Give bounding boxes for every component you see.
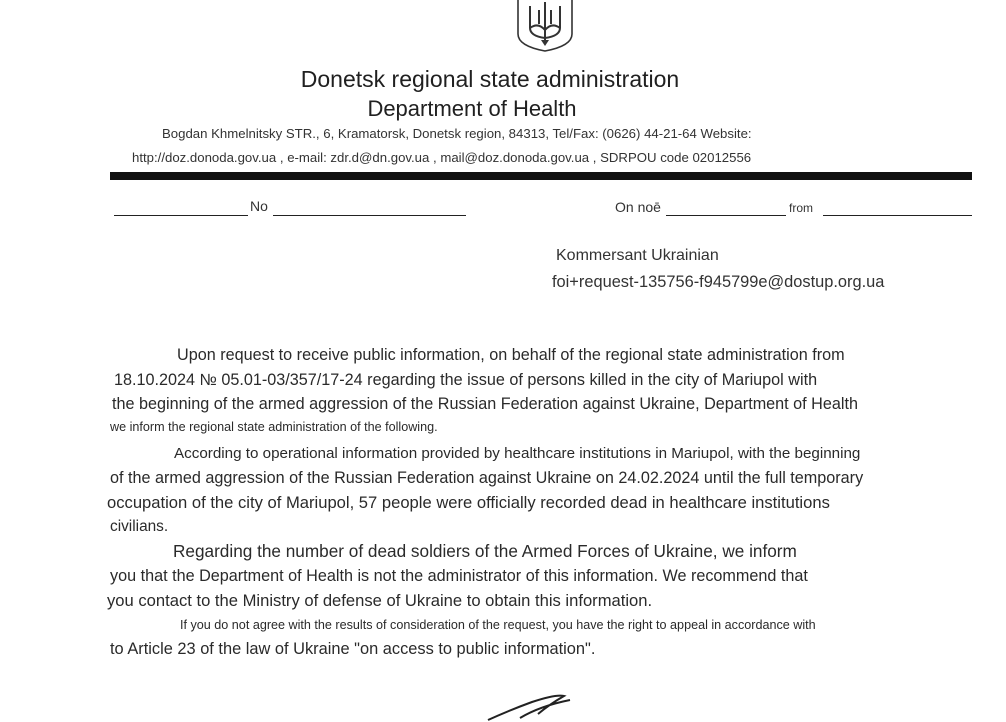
recipient-email: foi+request-135756-f945799e@dostup.org.ua [552, 273, 885, 291]
body-p3-line2: you that the Department of Health is not the administrator of this information. We recommend that [110, 567, 808, 585]
body-p4-line2: to Article 23 of the law of Ukraine "on access to public information". [110, 640, 596, 658]
no-underline-2 [273, 215, 466, 216]
body-p3-line1: Regarding the number of dead soldiers of the Armed Forces of Ukraine, we inform [173, 541, 797, 561]
body-p4-line1: If you do not agree with the results of consideration of the request, you have the right to appeal in accordance with [180, 618, 816, 632]
from-label: from [789, 201, 813, 215]
body-p2-line4: civilians. [110, 518, 169, 535]
address-line: Bogdan Khmelnitsky STR., 6, Kramatorsk, Donetsk region, 84313, Tel/Fax: (0626) 44-21-64 Website: [162, 126, 752, 141]
header-divider [110, 172, 972, 180]
body-p1-line3: the beginning of the armed aggression of the Russian Federation against Ukraine, Department of Health [112, 395, 858, 413]
on-no-underline [666, 215, 786, 216]
body-p2-line2: of the armed aggression of the Russian Federation against Ukraine on 24.02.2024 until the full temporary [110, 469, 864, 487]
department-title: Department of Health [367, 96, 577, 121]
body-p1-line2: 18.10.2024 № 05.01-03/357/17-24 regarding the issue of persons killed in the city of Mariupol with [114, 371, 818, 389]
org-title: Donetsk regional state administration [300, 66, 680, 92]
body-p1-line1: Upon request to receive public information, on behalf of the regional state administration from [177, 346, 845, 364]
signature-icon [480, 692, 590, 722]
on-no-label: On noē [615, 199, 661, 215]
body-p2-line3: occupation of the city of Mariupol, 57 people were officially recorded dead in healthcare institutions [107, 493, 830, 512]
contact-line: http://doz.donoda.gov.ua , e-mail: zdr.d@dn.gov.ua , mail@doz.donoda.gov.ua , SDRPOU code 02012556 [132, 150, 752, 165]
body-p1-line4: we inform the regional state administration of the following. [110, 420, 438, 434]
no-label: No [250, 198, 268, 214]
trident-coat-of-arms-icon [514, 0, 576, 52]
no-underline-1 [114, 215, 248, 216]
recipient-name: Kommersant Ukrainian [556, 247, 719, 264]
body-p2-line1: According to operational information provided by healthcare institutions in Mariupol, with the beginning [174, 445, 861, 462]
body-p3-line3: you contact to the Ministry of defense of Ukraine to obtain this information. [107, 591, 653, 610]
from-underline [823, 215, 972, 216]
